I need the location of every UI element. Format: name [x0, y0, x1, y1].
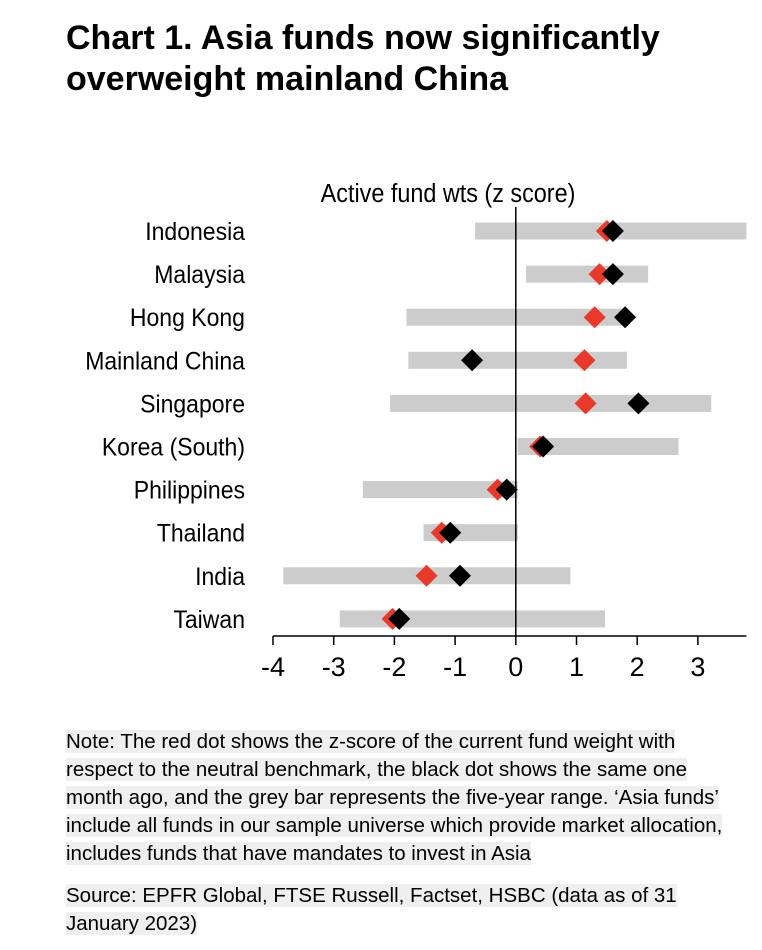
- range-bar: [526, 266, 648, 283]
- range-bars: [283, 223, 746, 628]
- chart-note: [66, 728, 726, 868]
- source-text: Source: EPFR Global, FTSE Russell, Factset, HSBC (data as of 31 January 2023): [66, 884, 677, 935]
- chart-source: [66, 882, 746, 938]
- x-tick-label: -2: [382, 652, 407, 682]
- x-tick-label: 0: [508, 652, 524, 682]
- x-tick-label: -4: [260, 652, 286, 682]
- x-axis-title: Active fund wts (z score): [320, 179, 576, 209]
- x-tick-label: 1: [568, 652, 585, 682]
- category-label: Indonesia: [145, 218, 245, 247]
- range-bar: [340, 610, 605, 627]
- category-label: Philippines: [133, 476, 245, 505]
- category-label: Malaysia: [154, 261, 245, 290]
- category-label: Singapore: [140, 390, 245, 419]
- category-label: India: [195, 562, 245, 592]
- category-label: Taiwan: [173, 606, 245, 635]
- category-label: Thailand: [156, 519, 245, 548]
- category-label: Hong Kong: [129, 304, 245, 333]
- range-bar: [390, 395, 711, 412]
- chart-title: Chart 1. Asia funds now significantly overweight mainland China: [66, 19, 660, 98]
- range-dot-chart: [0, 170, 762, 700]
- category-label: Korea (South): [101, 433, 245, 462]
- x-tick-label: 2: [629, 652, 645, 682]
- x-tick-label: -1: [443, 652, 468, 682]
- category-labels: [85, 218, 245, 634]
- x-tick-label: -3: [321, 652, 346, 682]
- note-text: Note: The red dot shows the z-score of the current fund weight with respect to the neutral benchmark, the black dot shows the same one month ago, and the grey bar represents the five-year range. ‘Asia funds’ include all funds in our sample universe which provide market allocation, includes funds that have mandates to invest in Asia: [66, 730, 723, 865]
- category-label: Mainland China: [85, 347, 245, 376]
- x-tick-label: 3: [690, 652, 706, 682]
